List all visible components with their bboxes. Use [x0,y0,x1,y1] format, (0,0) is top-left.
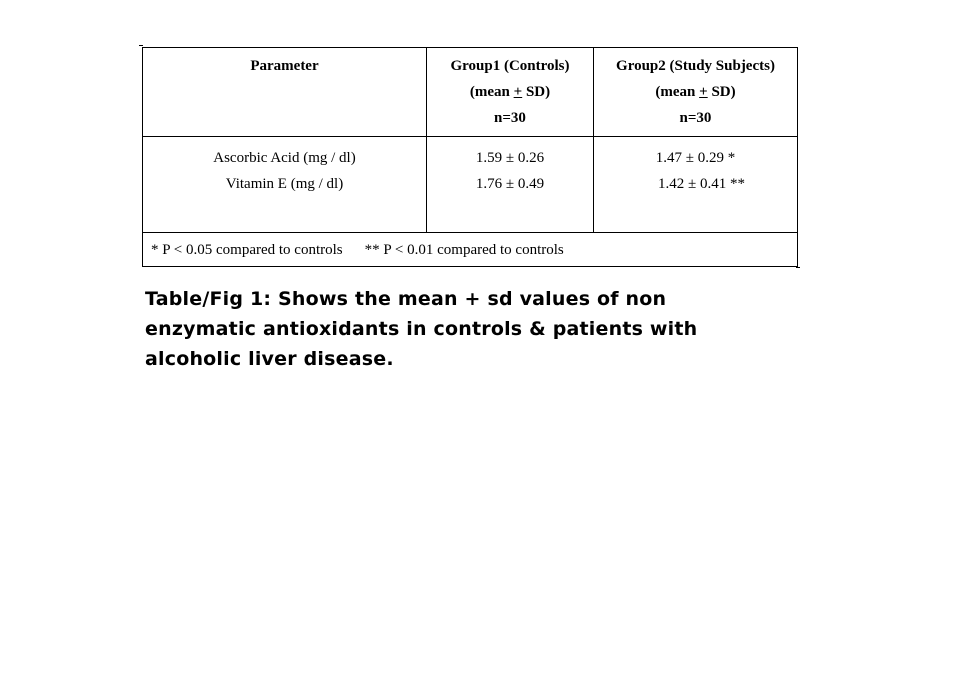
parameter-column [143,145,426,197]
corner-mark-top-left [139,45,143,46]
group1-column [427,145,593,197]
header-divider [143,136,797,137]
plus-minus-symbol: + [513,84,523,100]
plus-minus-symbol: + [699,84,708,100]
header-group2 [594,53,797,131]
table-row-group1-value: 1.76 ± 0.49 [475,176,545,192]
table-row-parameter: Ascorbic Acid (mg / dl) [213,150,356,166]
header-group2-title: Group2 (Study Subjects) [616,58,775,74]
table-footnotes [151,237,586,263]
results-table [142,47,798,267]
header-group2-stat: (mean + SD) [655,84,736,100]
group2-column [594,145,797,197]
header-group1-n: n=30 [494,110,526,126]
table-row-group2-value: 1.42 ± 0.41 ** [658,176,745,192]
header-group1-stat: (mean + SD) [469,84,551,100]
footnote-p005: * P < 0.05 compared to controls [151,242,343,258]
header-parameter [143,53,426,79]
header-group2-n: n=30 [679,110,712,126]
header-group1-title: Group1 (Controls) [450,58,570,74]
footnote-divider [143,232,797,233]
header-parameter-label: Parameter [250,58,319,74]
table-row-group2-value: 1.47 ± 0.29 * [655,150,736,166]
figure-caption: Table/Fig 1: Shows the mean + sd values of non enzymatic antioxidants in controls & patients with alcoholic liver disease. [145,288,698,370]
corner-mark-bottom-right [796,267,800,268]
header-group1 [427,53,593,131]
footnote-p001: ** P < 0.01 compared to controls [364,242,564,258]
table-row-group1-value: 1.59 ± 0.26 [475,150,545,166]
table-row-parameter: Vitamin E (mg / dl) [225,176,344,192]
